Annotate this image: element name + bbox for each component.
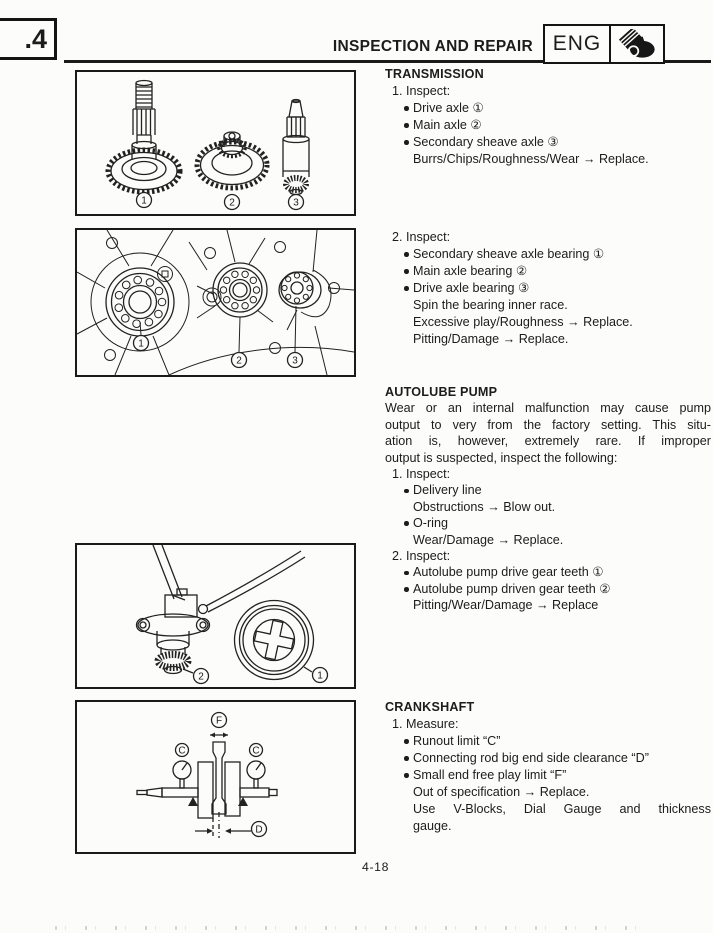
fig4-callout-D: D bbox=[255, 824, 263, 836]
bullet-item: Secondary sheave axle ③ bbox=[385, 134, 711, 151]
note-line: Pitting/Wear/Damage → Replace bbox=[413, 598, 599, 613]
bullet-item: Delivery line bbox=[385, 482, 711, 498]
intro-line: Wear or an internal malfunction may cause pump bbox=[385, 401, 711, 416]
eng-badge bbox=[543, 24, 665, 64]
note-line: Pitting/Damage → Replace. bbox=[413, 332, 569, 346]
bullet-item: Autolube pump drive gear teeth ① bbox=[385, 564, 711, 580]
fig3-callout-1: 1 bbox=[317, 670, 323, 682]
note-line: Excessive play/Roughness → Replace. bbox=[413, 315, 633, 329]
bullet-item: Small end free play limit “F” bbox=[385, 767, 711, 784]
fig4-callout-F: F bbox=[215, 715, 223, 727]
transmission-section bbox=[385, 66, 711, 168]
step-label: 1. Inspect: bbox=[392, 467, 451, 482]
bullet-item: Drive axle bearing ③ bbox=[385, 280, 711, 297]
figure-autolube-pump bbox=[75, 543, 356, 689]
intro-line: output is suspected, inspect the following: bbox=[385, 450, 618, 465]
scan-artifact bbox=[55, 926, 655, 930]
fig2-callout-2: 2 bbox=[236, 355, 242, 367]
crankshaft-section bbox=[385, 699, 711, 835]
fig1-callout-3: 3 bbox=[293, 197, 299, 209]
note-line: gauge. bbox=[413, 819, 452, 833]
note-line: Obstructions → Blow out. bbox=[413, 499, 556, 514]
bullet-item: Drive axle ① bbox=[385, 100, 711, 117]
note-line: Spin the bearing inner race. bbox=[413, 298, 568, 312]
fig2-callout-1: 1 bbox=[138, 338, 144, 350]
transmission-step2 bbox=[385, 229, 711, 348]
note-line: Wear/Damage → Replace. bbox=[413, 532, 564, 547]
figure-crankcase-bearings bbox=[75, 228, 356, 377]
page-number: 4-18 bbox=[362, 860, 390, 874]
bullet-item: Connecting rod big end side clearance “D” bbox=[385, 750, 711, 767]
fig4-callout-C-left: C bbox=[178, 745, 186, 757]
bullet-item: Runout limit “C” bbox=[385, 733, 711, 750]
bullet-item: Secondary sheave axle bearing ① bbox=[385, 246, 711, 263]
step-label: 1. Inspect: bbox=[392, 84, 451, 98]
bullet-item: Main axle bearing ② bbox=[385, 263, 711, 280]
crankshaft-heading: CRANKSHAFT bbox=[385, 700, 475, 714]
fig2-callout-3: 3 bbox=[292, 355, 298, 367]
fig3-callout-2: 2 bbox=[198, 671, 204, 683]
autolube-section bbox=[385, 384, 711, 614]
bullet-item: Autolube pump driven gear teeth ② bbox=[385, 581, 711, 597]
fig4-callout-C-right: C bbox=[252, 745, 260, 757]
figure-crankshaft-measurement bbox=[75, 700, 356, 854]
step-label: 2. Inspect: bbox=[392, 230, 451, 244]
transmission-heading: TRANSMISSION bbox=[385, 67, 484, 81]
bullet-item: Main axle ② bbox=[385, 117, 711, 134]
autolube-heading: AUTOLUBE PUMP bbox=[385, 385, 498, 399]
note-line: Use V-Blocks, Dial Gauge and thickness bbox=[413, 802, 711, 816]
fig1-callout-2: 2 bbox=[229, 197, 235, 209]
page-title: INSPECTION AND REPAIR bbox=[332, 38, 533, 55]
note-line: Burrs/Chips/Roughness/Wear → Replace. bbox=[413, 152, 649, 166]
bullet-item: O-ring bbox=[385, 515, 711, 531]
chapter-tab bbox=[0, 18, 57, 60]
engine-icon bbox=[611, 26, 663, 62]
figure-transmission-axles bbox=[75, 70, 356, 216]
intro-line: ation is, however, extremely rare. If improper bbox=[385, 434, 711, 449]
chapter-tab-label: .4 bbox=[24, 23, 47, 54]
step-label: 2. Inspect: bbox=[392, 549, 451, 564]
note-line: Out of specification → Replace. bbox=[413, 785, 590, 799]
intro-line: output to very from the factory setting. This situ- bbox=[385, 417, 711, 432]
fig1-callout-1: 1 bbox=[141, 195, 147, 207]
step-label: 1. Measure: bbox=[392, 717, 459, 731]
eng-badge-label: ENG bbox=[545, 26, 611, 62]
